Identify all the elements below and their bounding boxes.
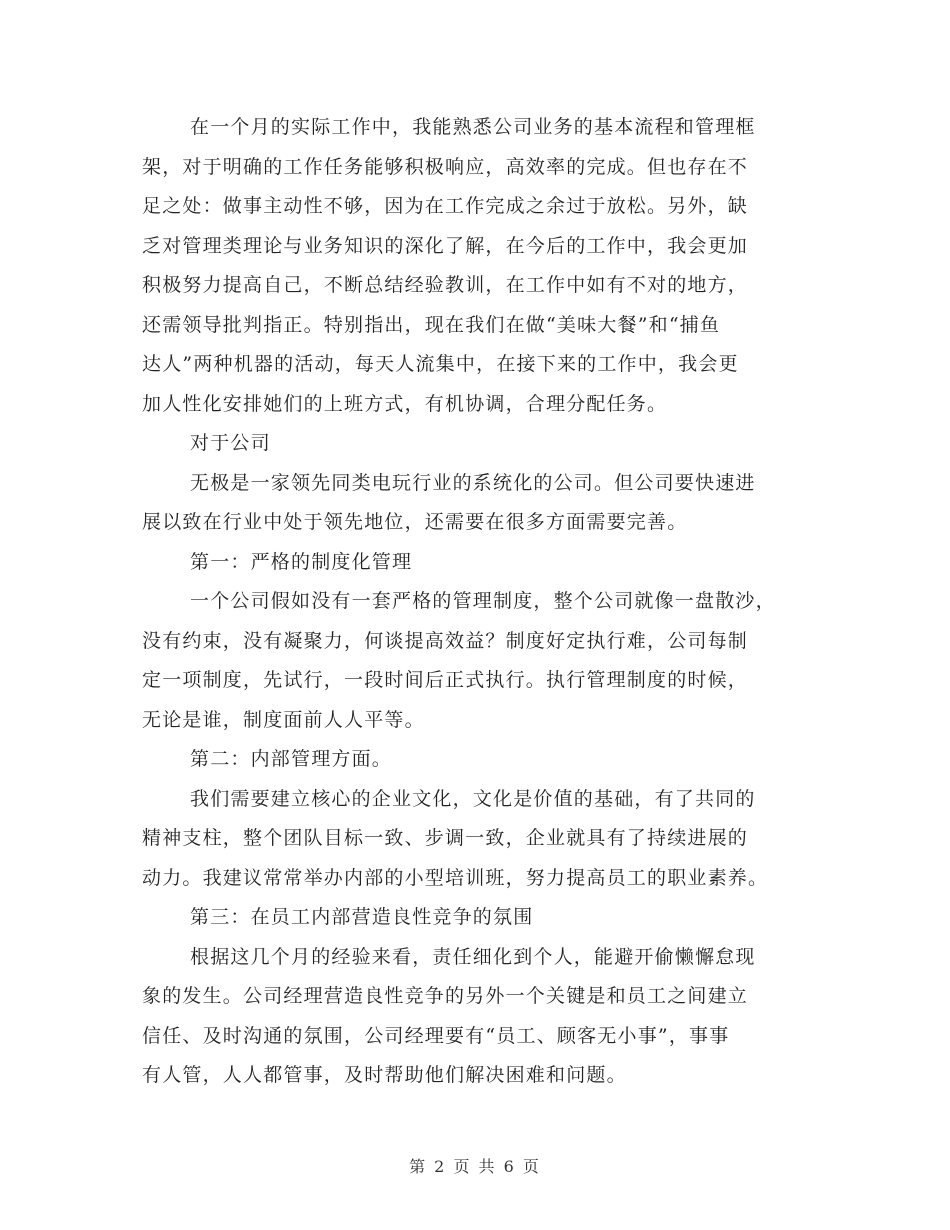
- body-paragraph: [142, 582, 812, 740]
- text-line: 信任、及时沟通的氛围，公司经理要有“员工、顾客无小事”，事事: [142, 1024, 730, 1047]
- text-line: 象的发生。公司经理营造良性竞争的另外一个关键是和员工之间建立: [142, 985, 749, 1007]
- text-line: 无极是一家领先同类电玩行业的系统化的公司。但公司要快速进: [190, 471, 756, 494]
- body-paragraph: [142, 108, 812, 424]
- text-line: 展以致在行业中处于领先地位，还需要在很多方面需要完善。: [142, 511, 688, 533]
- text-line: 第一：严格的制度化管理: [190, 550, 413, 573]
- document-body: [142, 108, 812, 1096]
- text-line: 定一项制度，先试行，一段时间后正式执行。执行管理制度的时候，: [142, 669, 749, 691]
- text-line: 无论是谁，制度面前人人平等。: [142, 708, 425, 731]
- text-line: 架，对于明确的工作任务能够积极响应，高效率的完成。但也存在不: [142, 155, 749, 178]
- body-paragraph: [142, 938, 812, 1096]
- text-line: 在一个月的实际工作中，我能熟悉公司业务的基本流程和管理框: [190, 116, 756, 138]
- text-line: 精神支柱，整个团队目标一致、步调一致，企业就具有了持续进展的: [142, 827, 749, 849]
- text-line: 第二：内部管理方面。: [190, 748, 393, 770]
- section-heading: [142, 740, 812, 780]
- text-line: 达人”两种机器的活动，每天人流集中，在接下来的工作中，我会更: [142, 353, 739, 375]
- body-paragraph: [142, 780, 812, 899]
- text-line: 对于公司: [190, 432, 271, 454]
- text-line: 没有约束，没有凝聚力，何谈提高效益？制度好定执行难，公司每制: [142, 629, 749, 652]
- section-heading: [142, 424, 812, 464]
- page-number-footer: 第 2 页 共 6 页: [409, 1157, 541, 1176]
- body-paragraph: [142, 464, 812, 543]
- text-line: 乏对管理类理论与业务知识的深化了解，在今后的工作中，我会更加: [142, 234, 749, 257]
- text-line: 有人管，人人都管事，及时帮助他们解决困难和问题。: [142, 1064, 627, 1086]
- text-line: 足之处：做事主动性不够，因为在工作完成之余过于放松。另外，缺: [142, 195, 749, 217]
- text-line: 我们需要建立核心的企业文化，文化是价值的基础，有了共同的: [190, 787, 756, 810]
- section-heading: [142, 543, 812, 583]
- text-line: 第三：在员工内部营造良性竞争的氛围: [190, 906, 534, 928]
- text-line: 积极努力提高自己，不断总结经验教训，在工作中如有不对的地方，: [142, 274, 749, 296]
- text-line: 加人性化安排她们的上班方式，有机协调，合理分配任务。: [142, 392, 668, 415]
- section-heading: [142, 898, 812, 938]
- text-line: 一个公司假如没有一套严格的管理制度，整个公司就像一盘散沙，: [190, 590, 776, 612]
- text-line: 动力。我建议常常举办内部的小型培训班，努力提高员工的职业素养。: [142, 866, 769, 889]
- text-line: 还需领导批判指正。特别指出，现在我们在做“美味大餐”和“捕鱼: [142, 313, 721, 336]
- text-line: 根据这几个月的经验来看，责任细化到个人，能避开偷懒懈怠现: [190, 945, 756, 968]
